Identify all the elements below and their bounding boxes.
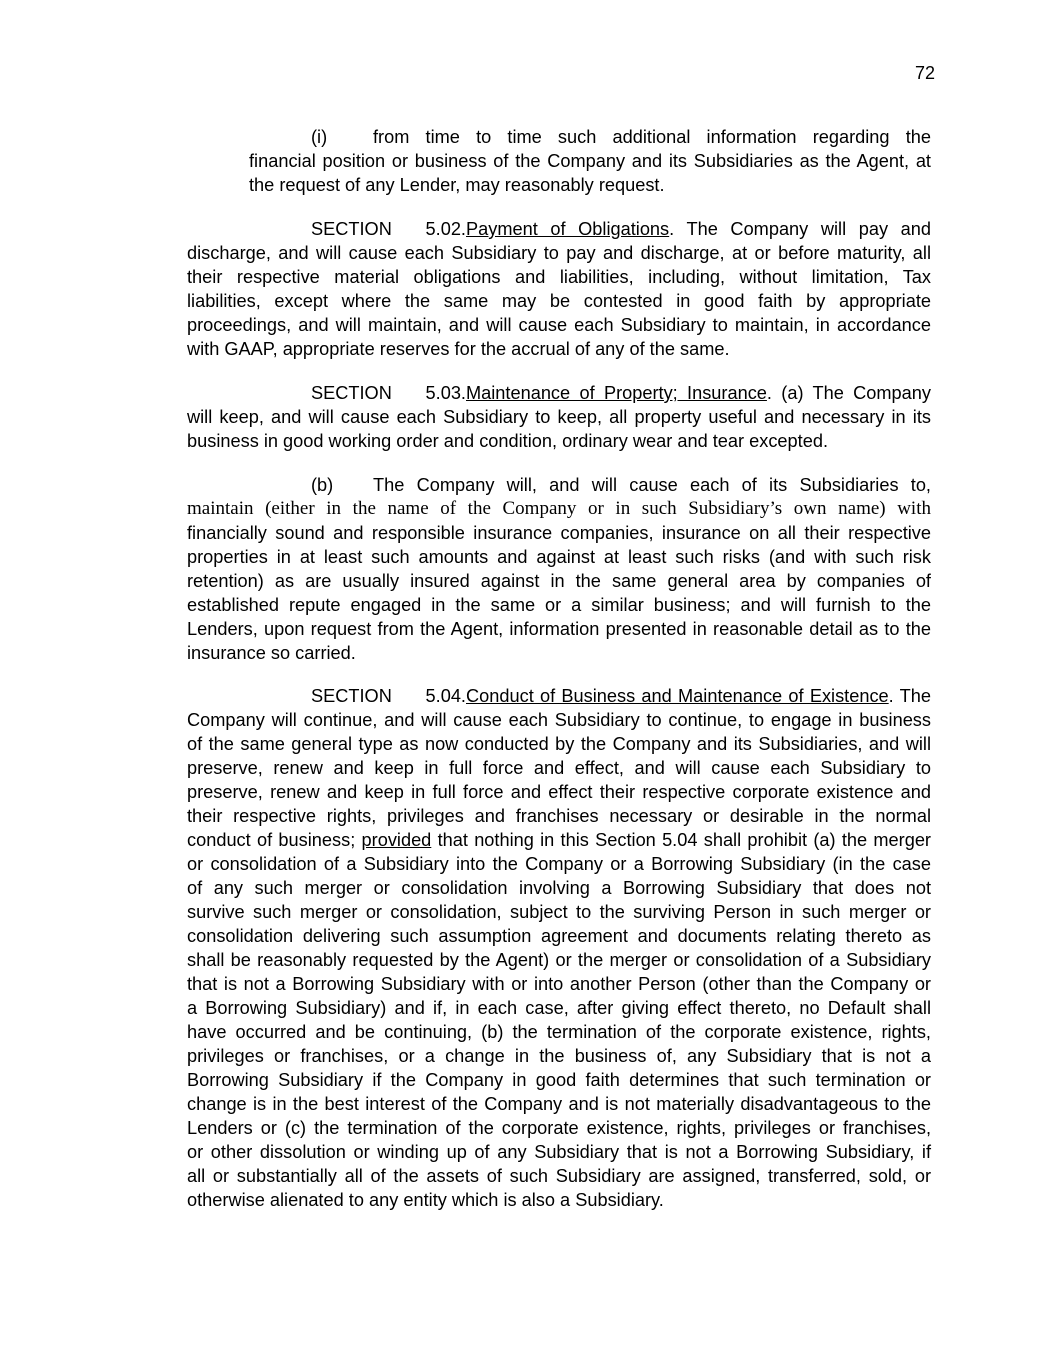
- section-5-02-line-6: with GAAP, appropriate reserves for the accrual of any of the same.: [187, 339, 730, 359]
- section-5-04-line-21: all or substantially all of the assets of such Subsidiary are assigned, transferred, sold, or: [187, 1166, 931, 1186]
- item-i-line-2: financial position or business of the Company and its Subsidiaries as the Agent, at: [249, 151, 931, 171]
- section-5-04-line-14: a Borrowing Subsidiary) and if, in each case, after giving effect thereto, no Default shall: [187, 998, 931, 1018]
- section-5-03-b-line-3: financially sound and responsible insurance companies, insurance on all their respective: [187, 523, 931, 543]
- section-5-04-line-15: have occurred and be continuing, (b) the termination of the corporate existence, rights,: [187, 1022, 931, 1042]
- item-i-line-1: (i) from time to time such additional information regarding the: [311, 127, 931, 147]
- page-number: 72: [914, 63, 935, 83]
- section-5-02-paragraph: [187, 217, 931, 361]
- section-5-02-line-2: discharge, and will cause each Subsidiary to pay and discharge, at or before maturity, all: [187, 243, 931, 263]
- section-5-04-line-3: of the same general type as now conducted by the Company and its Subsidiaries, and will: [187, 734, 931, 754]
- section-5-04-line-6: their respective rights, privileges and franchises necessary or desirable in the normal: [187, 806, 931, 826]
- section-5-03-number: SECTION 5.03.: [311, 383, 466, 403]
- provided-term: provided: [361, 830, 432, 850]
- section-5-02-heading: Payment of Obligations: [466, 219, 670, 239]
- item-i-label: (i): [311, 127, 328, 147]
- section-5-04-line-5: preserve, renew and keep in full force and effect their respective corporate existence and: [187, 782, 931, 802]
- section-5-04-line-2: Company will continue, and will cause each Subsidiary to continue, to engage in business: [187, 710, 931, 730]
- section-5-03-paragraph: [187, 381, 931, 453]
- section-5-03-b-line-1: (b) The Company will, and will cause each of its Subsidiaries to,: [311, 475, 931, 495]
- section-5-04-line-11: consolidation delivering such assumption agreement and documents relating thereto as: [187, 926, 931, 946]
- section-5-04-line-18: change is in the best interest of the Company and is not materially disadvantageous to the: [187, 1094, 931, 1114]
- section-5-03-b-line-4: properties in at least such amounts and against at least such risks (and with such risk: [187, 547, 931, 567]
- section-5-03-line-3: business in good working order and condition, ordinary wear and tear excepted.: [187, 431, 828, 451]
- section-5-04-line-8: or consolidation of a Subsidiary into the Company or a Borrowing Subsidiary (in the case: [187, 854, 931, 874]
- section-5-04-line-1: SECTION 5.04.Conduct of Business and Maintenance of Existence. The: [311, 686, 931, 706]
- section-5-02-line-3: their respective material obligations and liabilities, including, without limitation, Tax: [187, 267, 931, 287]
- section-5-03-line-1: SECTION 5.03.Maintenance of Property; Insurance. (a) The Company: [311, 383, 931, 403]
- section-5-03-b-line-6: established repute engaged in the same or a similar business; and will furnish to the: [187, 595, 931, 615]
- section-5-04-line-19: Lenders or (c) the termination of the corporate existence, rights, privileges or franchises,: [187, 1118, 931, 1138]
- section-5-02-line-1: SECTION 5.02.Payment of Obligations. The Company will pay and: [311, 219, 932, 239]
- section-5-04-line-20: or other dissolution or winding up of any Subsidiary that is not a Borrowing Subsidiary, if: [187, 1142, 931, 1162]
- section-5-04-line-13: that is not a Borrowing Subsidiary with or into another Person (other than the Company or: [187, 974, 931, 994]
- section-5-03-line-2: will keep, and will cause each Subsidiary to keep, all property useful and necessary in its: [187, 407, 931, 427]
- section-5-03-b-line-5: retention) as are usually insured against in the same general area by companies of: [187, 571, 931, 591]
- section-5-02-number: SECTION 5.02.: [311, 219, 466, 239]
- section-5-04-paragraph: [187, 684, 931, 1212]
- section-5-04-number: SECTION 5.04.: [311, 686, 466, 706]
- section-5-03-b-line-8: insurance so carried.: [187, 643, 356, 663]
- section-5-04-line-7: conduct of business; provided that nothing in this Section 5.04 shall prohibit (a) the merger: [187, 830, 931, 850]
- section-5-04-line-22: otherwise alienated to any entity which is also a Subsidiary.: [187, 1190, 664, 1210]
- section-5-04-line-9: of any such merger or consolidation involving a Borrowing Subsidiary that does not: [187, 878, 931, 898]
- section-5-03-b-paragraph: [187, 473, 931, 665]
- section-5-04-line-4: preserve, renew and keep in full force and effect, and will cause each Subsidiary to: [187, 758, 931, 778]
- section-5-04-heading: Conduct of Business and Maintenance of Existence: [466, 686, 889, 706]
- section-5-04-line-16: privileges or franchises, or a change in the business of, any Subsidiary that is not a: [187, 1046, 931, 1066]
- section-5-02-line-5: proceedings, and will maintain, and will cause each Subsidiary to maintain, in accordance: [187, 315, 931, 335]
- section-5-04-line-10: survive such merger or consolidation, subject to the surviving Person in such merger or: [187, 902, 931, 922]
- section-5-04-line-17: Borrowing Subsidiary if the Company in good faith determines that such termination or: [187, 1070, 931, 1090]
- section-5-02-line-4: liabilities, except where the same may be contested in good faith by appropriate: [187, 291, 931, 311]
- section-5-03-b-line-2: maintain (either in the name of the Company or in such Subsidiary’s own name) with: [187, 498, 931, 519]
- item-i-paragraph: [249, 125, 931, 197]
- section-5-03-heading: Maintenance of Property; Insurance: [466, 383, 767, 403]
- section-5-03-b-line-7: Lenders, upon request from the Agent, information presented in reasonable detail as to the: [187, 619, 931, 639]
- section-5-03-b-label: (b): [311, 475, 334, 495]
- section-5-04-line-12: shall be reasonably requested by the Agent) or the merger or consolidation of a Subsidiary: [187, 950, 931, 970]
- item-i-line-3: the request of any Lender, may reasonably request.: [249, 175, 665, 195]
